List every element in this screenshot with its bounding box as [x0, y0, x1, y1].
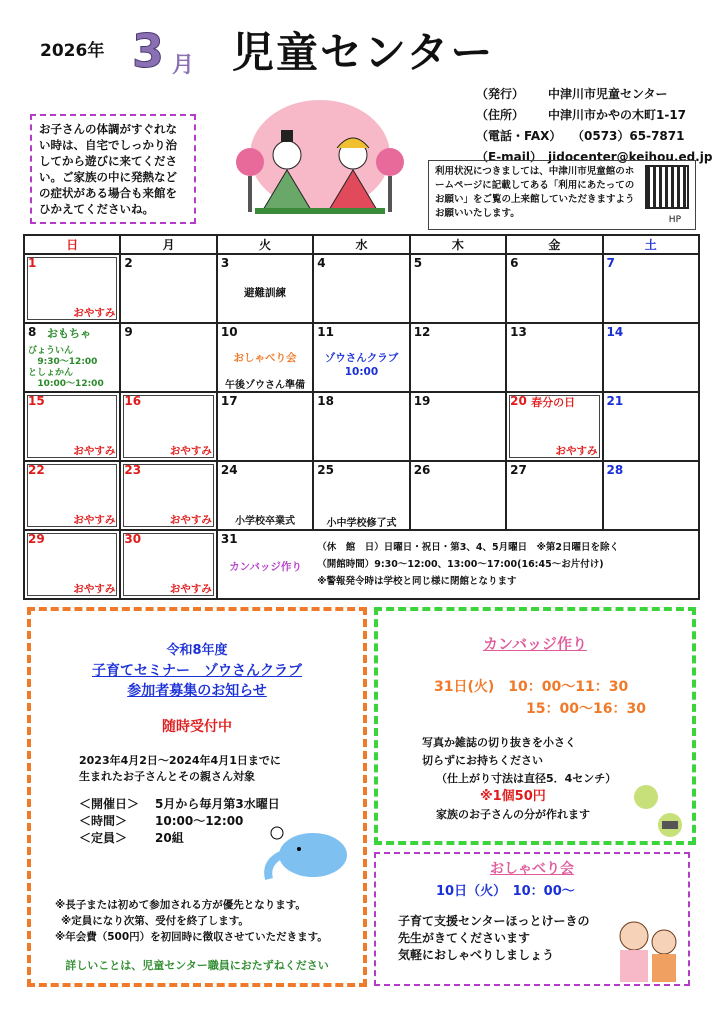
- day-cell: [120, 392, 216, 461]
- day-cell: [506, 461, 602, 530]
- day-cell: [313, 254, 409, 323]
- seminar-era: 令和8年度: [166, 643, 228, 658]
- day-number: 23: [124, 463, 142, 477]
- day-number: 15: [28, 394, 45, 408]
- day-cell: [506, 323, 602, 392]
- month-number: 3: [132, 24, 165, 78]
- day-cell: [313, 323, 409, 392]
- detail-key: ＜時間＞: [79, 814, 128, 828]
- day-number: 14: [606, 325, 624, 339]
- day-number: 1: [28, 256, 37, 270]
- day-cell: [603, 323, 699, 392]
- calendar: [23, 234, 700, 600]
- closed-label: おやすみ: [169, 445, 212, 457]
- day-number: 8: [28, 325, 37, 339]
- day-cell: [120, 461, 216, 530]
- event-detail: としょかん: [28, 368, 74, 378]
- accept-label: 随時受付中: [162, 719, 232, 735]
- event-label: カンバッジ作り: [229, 561, 302, 573]
- talk-box: [374, 852, 690, 986]
- closed-label: おやすみ: [555, 445, 598, 457]
- day-number: 3: [220, 256, 230, 270]
- weekday-sun: 日: [24, 235, 120, 254]
- closed-label: おやすみ: [73, 445, 116, 457]
- seminar-box: [27, 607, 367, 987]
- day-number: 25: [317, 463, 334, 477]
- day-cell: [313, 461, 409, 530]
- detail-value: 5月から毎月第3水曜日: [155, 797, 280, 811]
- day-number: 11: [317, 325, 334, 339]
- day-cell: [410, 323, 506, 392]
- badge-line: 家族のお子さんの分が作れます: [436, 808, 590, 821]
- day-cell: [410, 461, 506, 530]
- info-value: 中津川市かやの木町1-17: [548, 108, 687, 122]
- day-number: 21: [606, 394, 624, 408]
- closed-label: おやすみ: [169, 583, 212, 595]
- month-kanji: 月: [172, 53, 195, 78]
- closed-label: おやすみ: [73, 307, 116, 319]
- detail-key: ＜定員＞: [79, 831, 128, 845]
- day-number: 22: [28, 463, 45, 477]
- day-number: 19: [413, 394, 431, 408]
- badge-line: 写真か雑誌の切り抜きを小さく: [422, 736, 576, 749]
- info-value: 中津川市児童センター: [548, 87, 668, 101]
- day-cell: [313, 392, 409, 461]
- center-hours: [313, 530, 699, 599]
- badge-price: ※1個50円: [480, 789, 546, 804]
- day-number: 30: [124, 532, 142, 546]
- day-number: 24: [220, 463, 238, 477]
- info-key: （発行）: [476, 87, 525, 101]
- detail-value: 20組: [155, 831, 184, 845]
- target-line: 2023年4月2日～2024年4月1日までに: [79, 754, 281, 767]
- day-number: 27: [510, 463, 527, 477]
- closed-days: （休 館 日）日曜日・祝日・第3、4、5月曜日 ※第2日曜日を除く: [317, 542, 619, 553]
- weekday-fri: 金: [506, 235, 602, 254]
- detail-key: ＜開催日＞: [79, 797, 140, 811]
- hina-dolls-illustration: [225, 100, 415, 220]
- seminar-title: 子育てセミナー ゾウさんクラブ: [92, 663, 302, 679]
- day-cell: [217, 461, 313, 530]
- day-cell: [24, 392, 120, 461]
- inquiry-note: 詳しいことは、児童センター職員におたずねください: [65, 959, 329, 972]
- day-cell: [120, 254, 216, 323]
- day-number: 31: [220, 532, 238, 546]
- day-cell: [120, 323, 216, 392]
- event-detail: 10:00～12:00: [37, 379, 104, 389]
- day-number: 28: [606, 463, 624, 477]
- talk-line: 気軽におしゃべりしましょう: [398, 948, 555, 962]
- day-cell: [603, 461, 699, 530]
- day-number: 17: [220, 394, 238, 408]
- weekday-sat: 土: [603, 235, 699, 254]
- event-label: 小学校卒業式: [235, 516, 296, 527]
- warning-note: ※警報発令時は学校と同じ様に閉館となります: [317, 576, 517, 587]
- event-label: おしゃべり会: [233, 352, 297, 364]
- day-number: 16: [124, 394, 142, 408]
- talk-title: おしゃべり会: [490, 861, 574, 877]
- usage-notice: [428, 160, 696, 230]
- day-number: 2: [124, 256, 133, 270]
- day-number: 10: [220, 325, 238, 339]
- info-key: （電話・FAX）: [476, 129, 562, 143]
- day-cell: [506, 392, 602, 461]
- day-cell: [506, 254, 602, 323]
- info-key: （住所）: [476, 108, 525, 122]
- event-label: 午後ゾウさん準備: [225, 380, 306, 391]
- info-key: （E-mail）: [476, 150, 543, 164]
- badge-line: （仕上がり寸法は直径5．4センチ）: [436, 772, 617, 785]
- note-line: ※年会費（500円）を初回時に徴収させていただきます。: [55, 931, 328, 943]
- info-value[interactable]: jidocenter@keihou.ed.jp: [548, 150, 713, 164]
- closed-label: おやすみ: [73, 583, 116, 595]
- weekday-wed: 水: [313, 235, 409, 254]
- day-number: 18: [317, 394, 334, 408]
- day-cell: [410, 254, 506, 323]
- day-cell: [217, 392, 313, 461]
- weekday-mon: 月: [120, 235, 216, 254]
- detail-value: 10:00～12:00: [155, 814, 244, 828]
- day-cell: [603, 392, 699, 461]
- event-label: ゾウさんクラブ: [324, 352, 399, 364]
- health-notice: お子さんの体調がすぐれない時は、自宅でしっかり治してから遊びに来てください。ご家族の中に発熱などの症状がある場合も来館をひかえてくださいね。: [30, 114, 196, 224]
- elephant-illustration: [263, 823, 353, 883]
- day-cell: [217, 530, 313, 599]
- weekday-tue: 火: [217, 235, 313, 254]
- day-number: 7: [606, 256, 615, 270]
- day-cell: [217, 323, 313, 392]
- day-cell: [603, 254, 699, 323]
- day-cell: [24, 323, 120, 392]
- usage-text: 利用状況につきましては、中津川市児童館のホームページに記載してある「利用にあたってのお願い」をご覧の上来館していただきますようお願いいたします。: [435, 166, 635, 219]
- badge-date: 31日(火) 10：00～11：30: [434, 679, 629, 695]
- note-line: ※長子または初めて参加される方が優先となります。: [55, 899, 306, 911]
- event-label: おもちゃ: [47, 327, 91, 340]
- year: 2026年: [40, 41, 105, 61]
- note-line: ※定員になり次第、受付を終了します。: [61, 915, 249, 927]
- day-cell: [24, 254, 120, 323]
- day-cell: [24, 530, 120, 599]
- event-time: 10:00: [344, 366, 379, 378]
- closed-label: おやすみ: [169, 514, 212, 526]
- day-cell: [217, 254, 313, 323]
- event-detail: 9:30～12:00: [37, 357, 98, 367]
- event-detail: びょういん: [28, 346, 74, 356]
- day-number: 20: [510, 394, 527, 408]
- badge-box: [374, 607, 696, 845]
- publisher-info: [476, 84, 712, 168]
- hp-label: HP: [668, 215, 681, 225]
- weekday-thu: 木: [410, 235, 506, 254]
- info-value: （0573）65-7871: [572, 129, 685, 143]
- badge-illustration: [630, 783, 690, 839]
- event-label: 避難訓練: [244, 287, 287, 299]
- target-line: 生まれたお子さんとその親さん対象: [79, 770, 255, 783]
- day-number: 12: [413, 325, 431, 339]
- event-label: 小中学校修了式: [326, 518, 397, 529]
- badge-title: カンバッジ作り: [483, 635, 587, 653]
- day-cell: [24, 461, 120, 530]
- day-number: 6: [510, 256, 519, 270]
- page-title: 児童センター: [232, 28, 495, 77]
- open-hours: （開館時間）9:30～12:00、13:00～17:00(16:45～お片付け): [317, 559, 604, 570]
- day-number: 13: [510, 325, 527, 339]
- day-number: 9: [124, 325, 133, 339]
- day-number: 26: [413, 463, 431, 477]
- qr-code-icon[interactable]: [645, 165, 689, 209]
- day-number: 4: [317, 256, 326, 270]
- day-number: 5: [413, 256, 423, 270]
- talk-line: 先生がきてくださいます: [398, 931, 531, 945]
- badge-date: 15：00～16：30: [526, 701, 646, 717]
- day-cell: [410, 392, 506, 461]
- holiday-label: 春分の日: [531, 396, 576, 409]
- day-number: 29: [28, 532, 45, 546]
- talk-line: 子育て支援センターほっとけーきの: [398, 914, 590, 928]
- talk-date: 10日（火） 10：00～: [436, 884, 575, 899]
- badge-line: 切らずにお持ちください: [422, 754, 543, 767]
- mother-child-illustration: [612, 914, 686, 984]
- seminar-subtitle: 参加者募集のお知らせ: [127, 683, 267, 699]
- closed-label: おやすみ: [73, 514, 116, 526]
- day-cell: [120, 530, 216, 599]
